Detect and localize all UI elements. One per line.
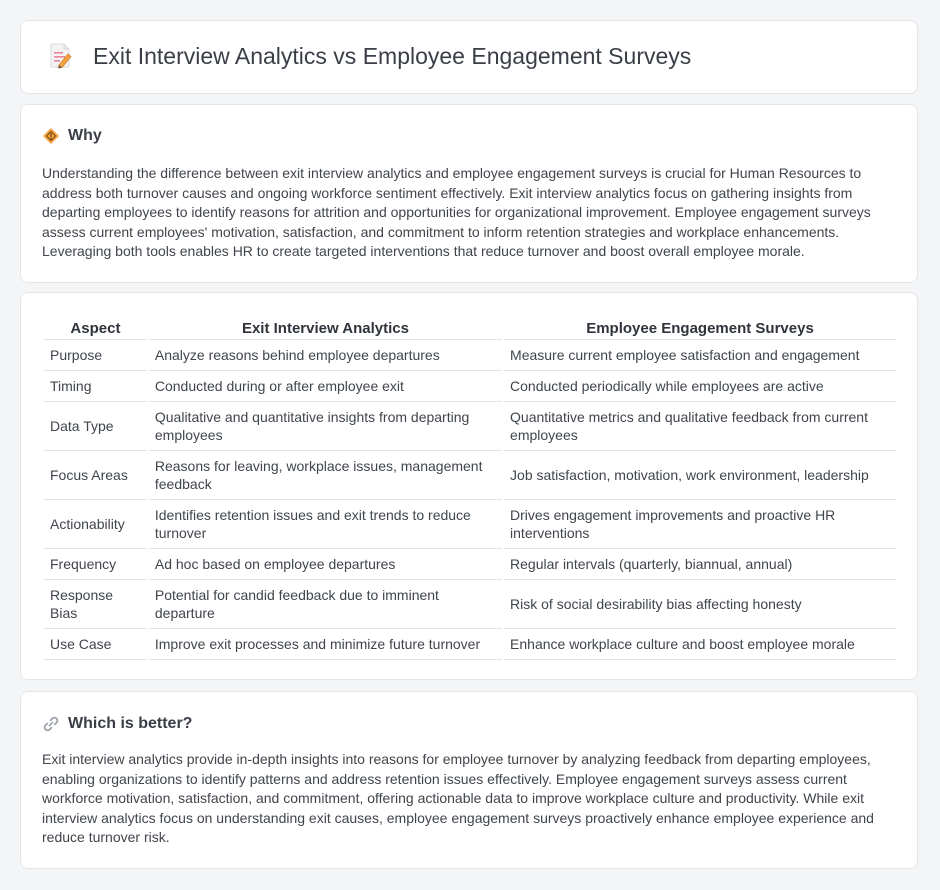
- engagement-cell: Job satisfaction, motivation, work environment, leadership: [504, 451, 896, 500]
- why-section: [20, 104, 918, 283]
- engagement-cell: Quantitative metrics and qualitative feedback from current employees: [504, 402, 896, 451]
- exit-cell: Potential for candid feedback due to imminent departure: [149, 580, 502, 629]
- why-heading-row: [42, 127, 102, 145]
- table-row: [44, 451, 896, 500]
- aspect-cell: Response Bias: [44, 580, 147, 629]
- exit-cell: Ad hoc based on employee departures: [149, 549, 502, 580]
- aspect-cell: Timing: [44, 371, 147, 402]
- aspect-cell: Focus Areas: [44, 451, 147, 500]
- exit-cell: Reasons for leaving, workplace issues, management feedback: [149, 451, 502, 500]
- table-row: [44, 500, 896, 549]
- table-header-row: [44, 315, 896, 340]
- aspect-cell: Frequency: [44, 549, 147, 580]
- engagement-cell: Conducted periodically while employees are active: [504, 371, 896, 402]
- comparison-section: [20, 292, 918, 680]
- table-row: [44, 371, 896, 402]
- engagement-cell: Risk of social desirability bias affecting honesty: [504, 580, 896, 629]
- table-row: [44, 549, 896, 580]
- column-header: Exit Interview Analytics: [149, 315, 502, 340]
- aspect-cell: Data Type: [44, 402, 147, 451]
- why-paragraph: Understanding the difference between exit interview analytics and employee engagement surveys is crucial for Human Resources to address both turnover causes and ongoing workforce sentiment effectively. Exit interview analytics focus on gathering insights from departing employees to identify reasons for attrition and opportunities for organizational improvement. Employee engagement surveys assess current employees' motivation, satisfaction, and commitment to inform retention strategies and workplace enhancements. Leveraging both tools enables HR to create targeted interventions that reduce turnover and boost overall employee morale.: [42, 165, 871, 260]
- better-paragraph: Exit interview analytics provide in-depth insights into reasons for employee turnover by analyzing feedback from departing employees, enabling organizations to identify patterns and address retention issues effectively. Employee engagement surveys assess current workforce motivation, satisfaction, and commitment, offering actionable data to improve workplace culture and productivity. While exit interview analytics focus on understanding exit causes, employee engagement surveys proactively enhance employee experience and reduce turnover risk.: [42, 751, 874, 846]
- exit-cell: Improve exit processes and minimize future turnover: [149, 629, 502, 660]
- aspect-cell: Use Case: [44, 629, 147, 660]
- diamond-sign-icon: [42, 127, 60, 145]
- aspect-cell: Purpose: [44, 340, 147, 371]
- title-card: [20, 20, 918, 94]
- better-heading: Which is better?: [68, 715, 193, 732]
- aspect-cell: Actionability: [44, 500, 147, 549]
- document-edit-icon: [45, 41, 75, 71]
- exit-cell: Analyze reasons behind employee departures: [149, 340, 502, 371]
- table-row: [44, 340, 896, 371]
- table-row: [44, 629, 896, 660]
- comparison-table: [42, 315, 898, 660]
- table-row: [44, 580, 896, 629]
- better-section: [20, 691, 918, 869]
- engagement-cell: Regular intervals (quarterly, biannual, annual): [504, 549, 896, 580]
- why-heading: Why: [68, 127, 102, 144]
- title-row: [45, 41, 691, 71]
- page-title: Exit Interview Analytics vs Employee Engagement Surveys: [93, 42, 692, 69]
- column-header: Aspect: [44, 315, 147, 340]
- better-heading-row: [42, 715, 192, 733]
- engagement-cell: Enhance workplace culture and boost employee morale: [504, 629, 896, 660]
- table-row: [44, 402, 896, 451]
- engagement-cell: Drives engagement improvements and proactive HR interventions: [504, 500, 896, 549]
- column-header: Employee Engagement Surveys: [504, 315, 896, 340]
- exit-cell: Qualitative and quantitative insights from departing employees: [149, 402, 502, 451]
- exit-cell: Conducted during or after employee exit: [149, 371, 502, 402]
- engagement-cell: Measure current employee satisfaction and engagement: [504, 340, 896, 371]
- exit-cell: Identifies retention issues and exit trends to reduce turnover: [149, 500, 502, 549]
- link-icon: [42, 715, 60, 733]
